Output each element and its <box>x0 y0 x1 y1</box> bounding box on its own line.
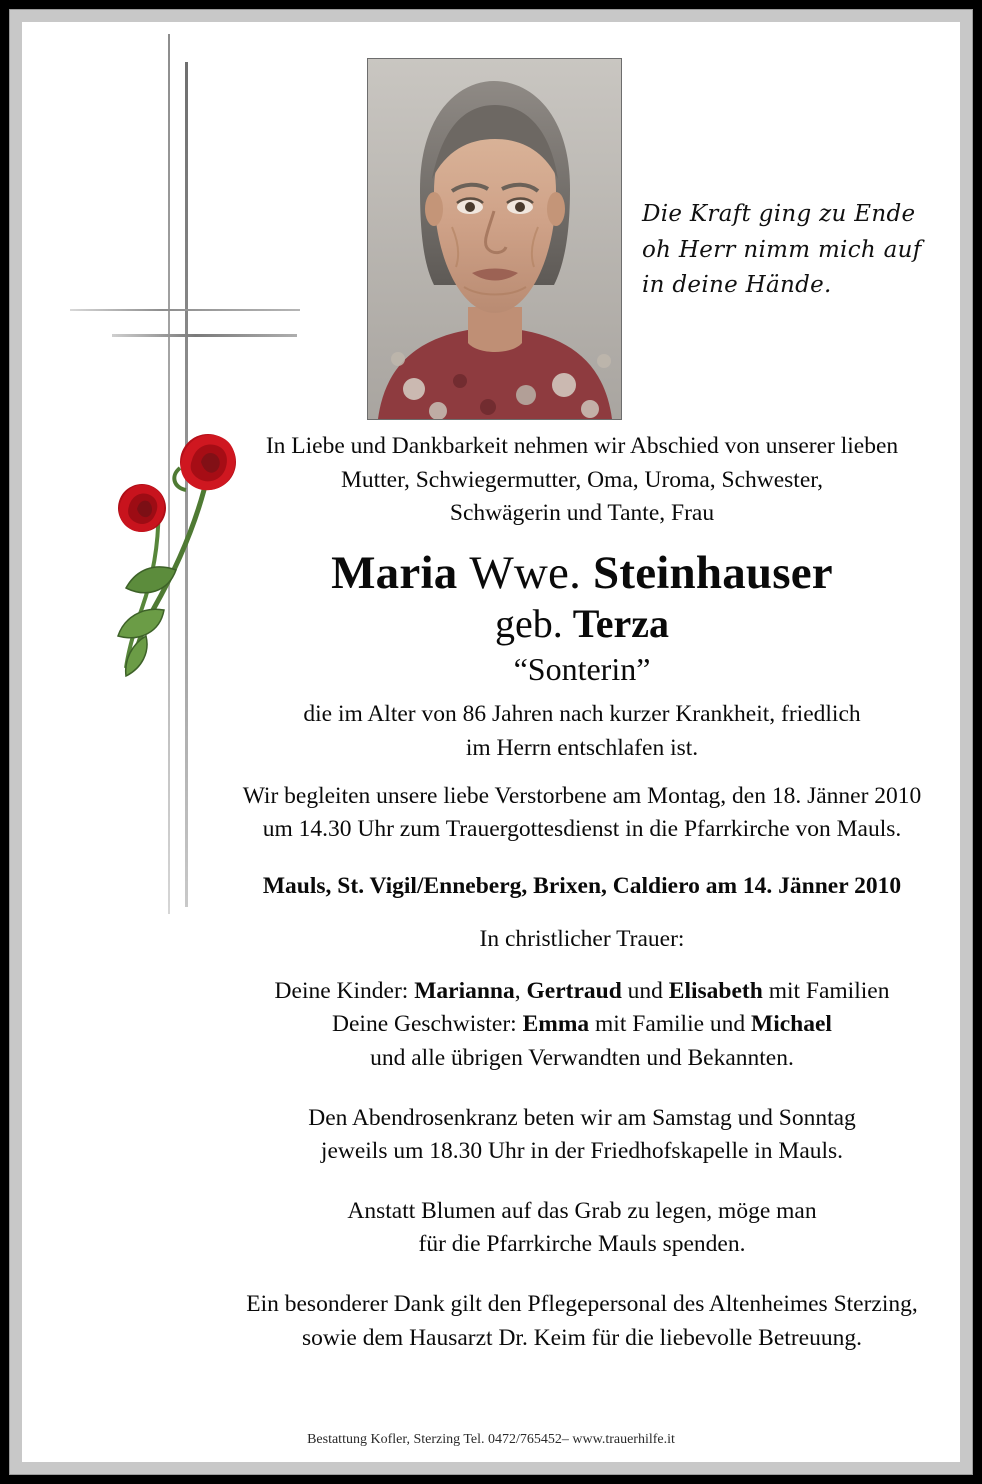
undertaker-footer: Bestattung Kofler, Sterzing Tel. 0472/765452– www.trauerhilfe.it <box>307 1432 675 1447</box>
child-name-2: Gertraud <box>526 977 622 1004</box>
siblings-label: Deine Geschwister: <box>332 1011 517 1038</box>
children-conjunction: und <box>627 977 663 1004</box>
children-line: Deine Kinder: Marianna, Gertraud und Elisabeth mit Familien <box>274 977 890 1004</box>
family-list <box>212 975 952 1076</box>
child-name-3: Elisabeth <box>668 977 763 1004</box>
donation-line-2: für die Pfarrkirche Mauls spenden. <box>418 1231 746 1258</box>
donation-text <box>212 1195 952 1262</box>
mourning-heading: In christlicher Trauer: <box>479 925 685 952</box>
age-text <box>212 698 952 765</box>
funeral-line-1: Wir begleiten unsere liebe Verstorbene am Montag, den 18. Jänner 2010 <box>242 782 922 809</box>
other-relatives-line: und alle übrigen Verwandten und Bekannten. <box>370 1044 794 1071</box>
thanks-line-2: sowie dem Hausarzt Dr. Keim für die liebevolle Betreuung. <box>302 1324 862 1351</box>
intro-text <box>212 430 952 531</box>
memorial-verse <box>642 197 960 304</box>
intro-line-1: In Liebe und Dankbarkeit nehmen wir Abschied von unserer lieben <box>265 433 899 459</box>
sibling-1-suffix: mit Familie und <box>595 1011 746 1038</box>
verse-line-1: Die Kraft ging zu Ende <box>642 201 916 227</box>
verse-line-2: oh Herr nimm mich auf <box>642 236 922 263</box>
maiden-name: Terza <box>572 601 670 647</box>
rosary-line-2: jeweils um 18.30 Uhr in der Friedhofskapelle in Mauls. <box>320 1138 844 1165</box>
intro-line-3: Schwägerin und Tante, Frau <box>449 500 715 527</box>
name-title: Wwe. <box>469 546 582 599</box>
name-last: Steinhauser <box>593 546 833 599</box>
thanks-line-1: Ein besonderer Dank gilt den Pflegepersonal des Altenheimes Sterzing, <box>246 1290 918 1317</box>
name-first: Maria <box>331 546 458 599</box>
age-line-1: die im Alter von 86 Jahren nach kurzer Krankheit, friedlich <box>303 701 861 728</box>
portrait-photo <box>367 58 622 420</box>
nickname: “Sonterin” <box>513 651 651 688</box>
thanks-text <box>212 1288 952 1355</box>
sibling-name-2: Michael <box>751 1011 832 1038</box>
children-label: Deine Kinder: <box>274 977 409 1004</box>
rosary-line-1: Den Abendrosenkranz beten wir am Samstag und Sonntag <box>308 1104 856 1131</box>
donation-line-1: Anstatt Blumen auf das Grab zu legen, möge man <box>347 1197 817 1224</box>
maiden-prefix: geb. <box>494 601 563 647</box>
child-name-1: Marianna <box>414 977 515 1004</box>
places-and-date: Mauls, St. Vigil/Enneberg, Brixen, Caldiero am 14. Jänner 2010 <box>262 872 902 899</box>
intro-line-2: Mutter, Schwiegermutter, Oma, Uroma, Schwester, <box>340 466 824 493</box>
card-surface <box>22 22 960 1462</box>
funeral-text <box>212 780 952 847</box>
siblings-line <box>212 1008 952 1042</box>
children-suffix: mit Familien <box>768 977 890 1004</box>
sibling-name-1: Emma <box>522 1011 590 1038</box>
maiden-name-line <box>212 601 952 647</box>
age-line-2: im Herrn entschlafen ist. <box>465 735 699 761</box>
deceased-name <box>212 547 952 600</box>
obituary-text <box>212 430 952 1355</box>
rosary-text <box>212 1102 952 1169</box>
verse-line-3: in deine Hände. <box>642 272 832 299</box>
funeral-line-2: um 14.30 Uhr zum Trauergottesdienst in die Pfarrkirche von Mauls. <box>262 816 902 843</box>
